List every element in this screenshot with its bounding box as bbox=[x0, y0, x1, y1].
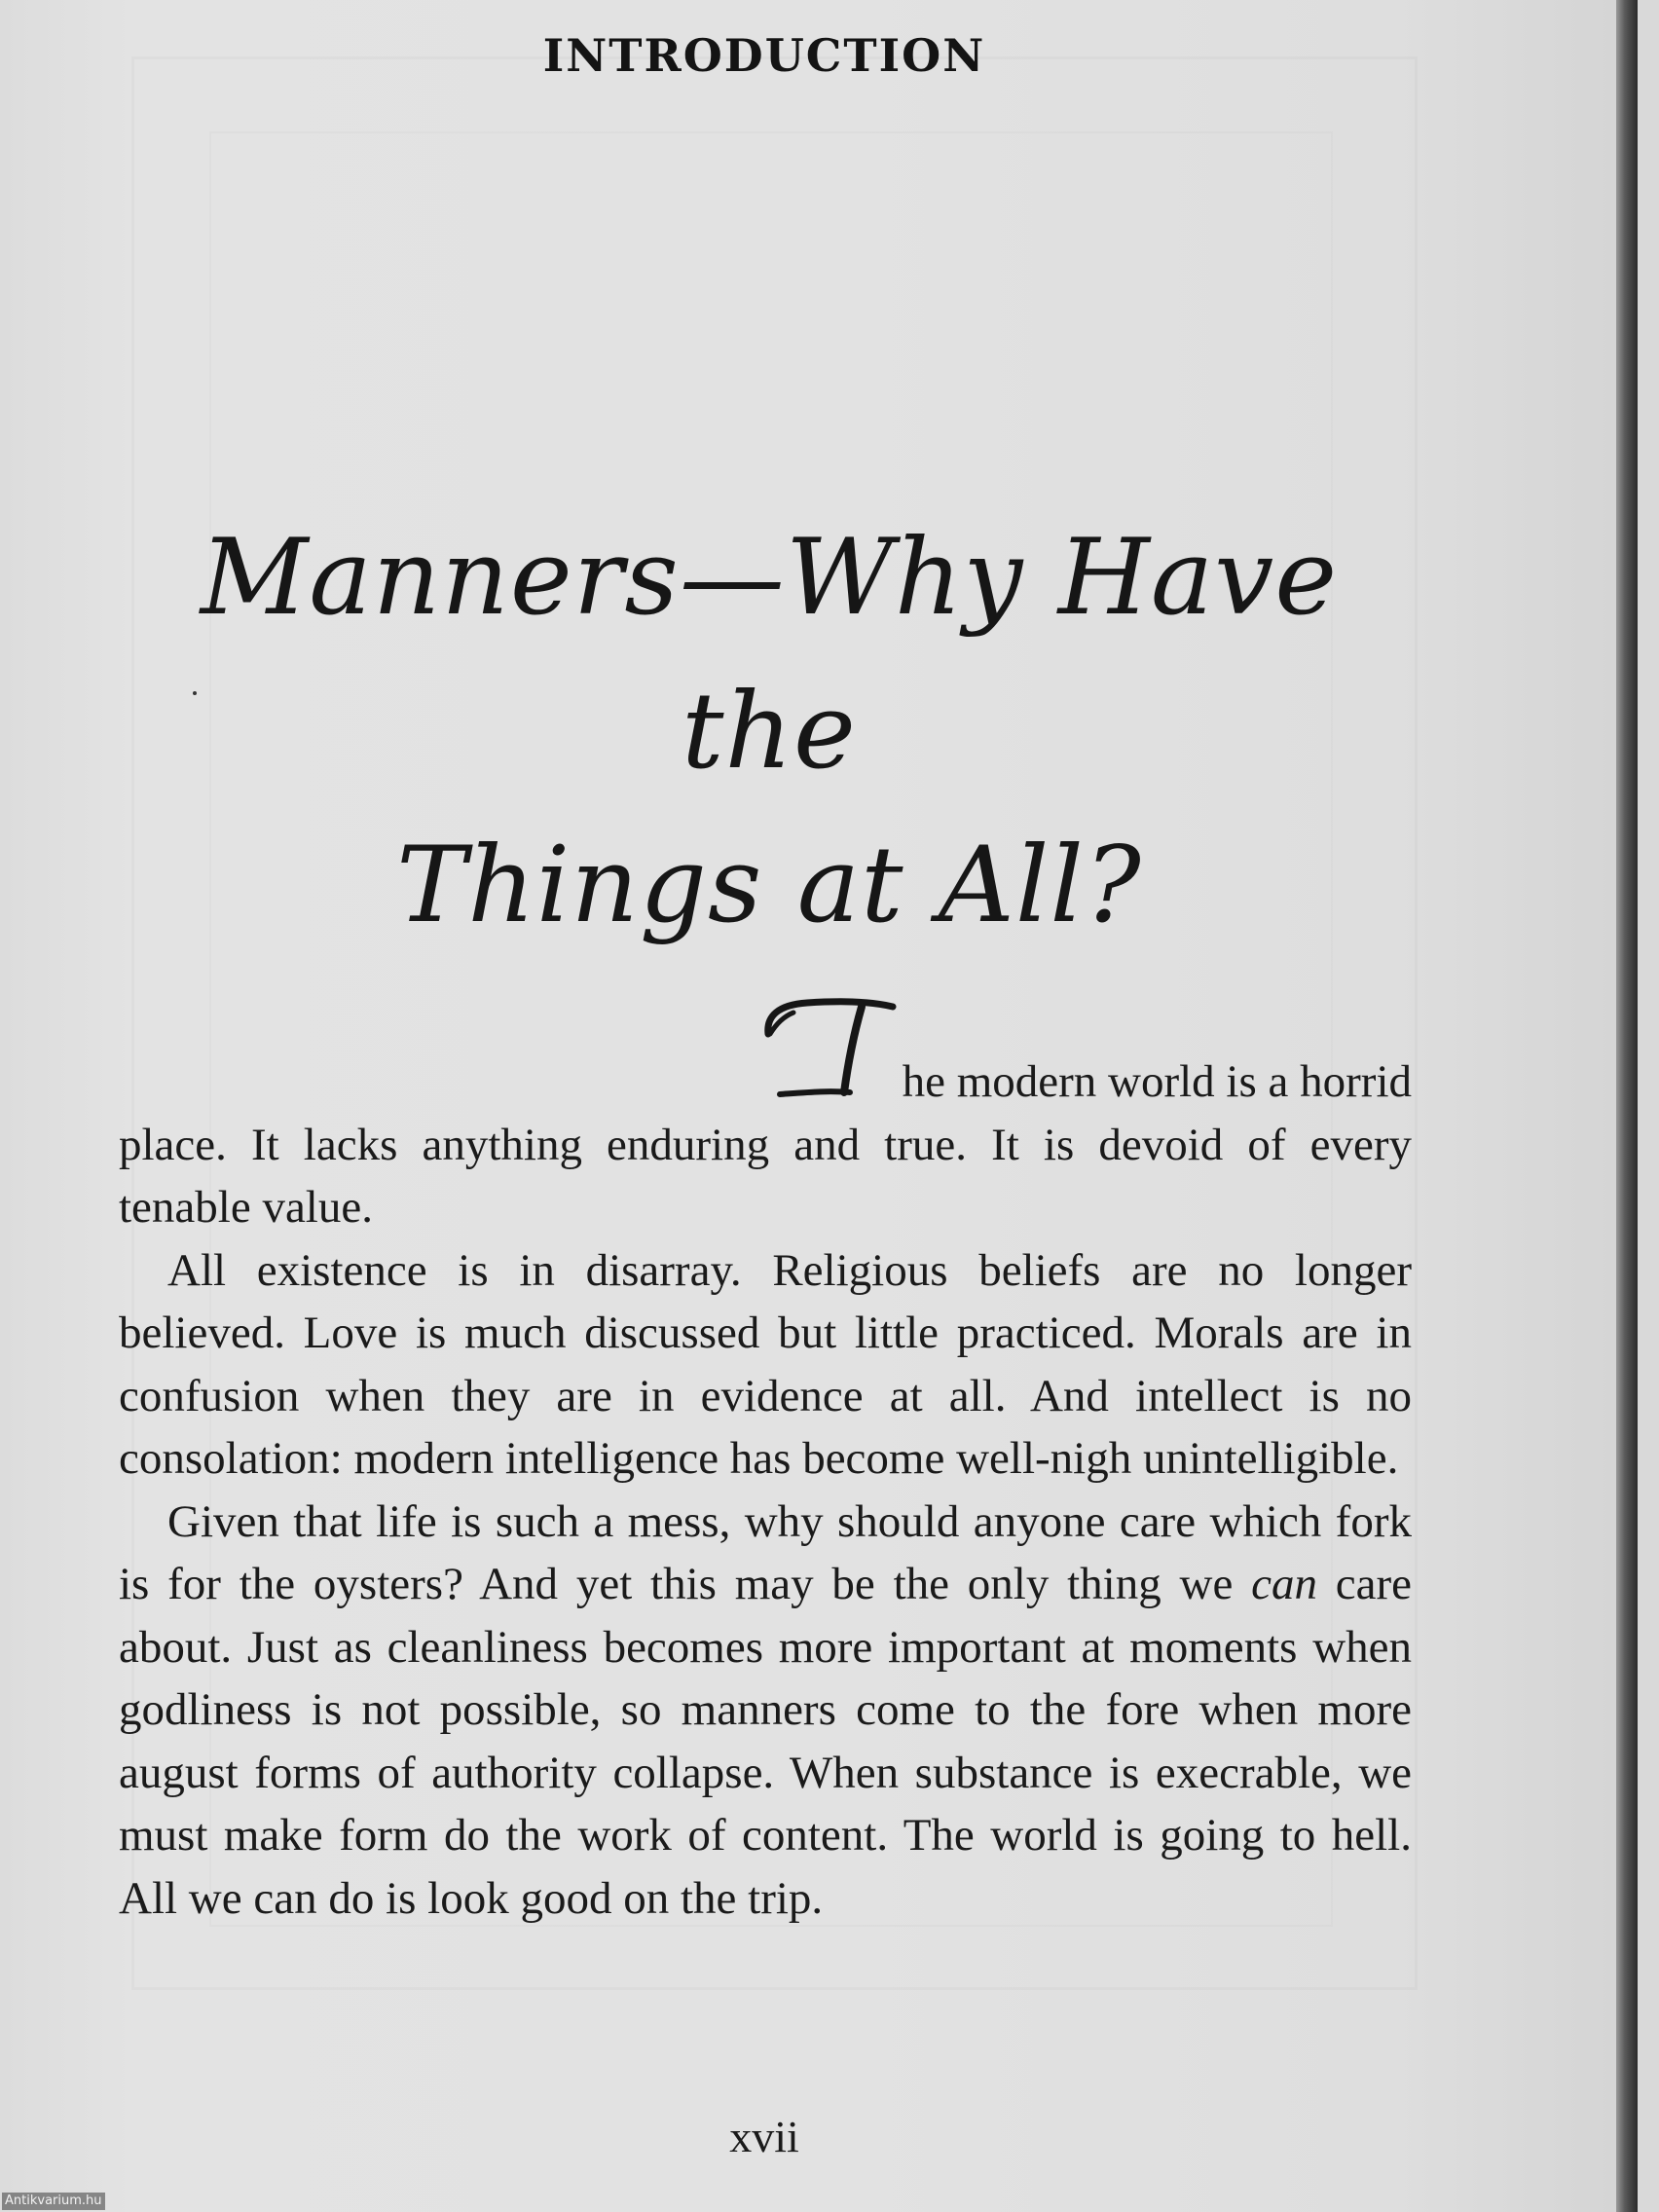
paragraph-2: All existence is in disarray. Religious beliefs are no longer believed. Love is much discussed but little practiced. Morals are in confusion when they are in evidence at all. And intellect is no consolation: modern intelligence has become well-nigh unintelligible. bbox=[119, 1244, 1412, 1484]
chapter-title bbox=[136, 501, 1402, 963]
opening-line-text: he modern world is a horrid bbox=[902, 1056, 1412, 1107]
page-number: xvii bbox=[729, 2112, 799, 2161]
drop-cap-t-icon bbox=[760, 995, 897, 1104]
chapter-title-line-1: Manners—Why Have the bbox=[200, 517, 1339, 793]
paragraph-3-end: care about. Just as cleanliness becomes more important at moments when godliness is not possible, so manners come to the fore when more august forms of authority collapse. When substance is execrable, we must make form do the work of content. The world is going to hell. All we can do is look good on the trip. bbox=[119, 1559, 1413, 1924]
watermark: Antikvarium.hu bbox=[2, 2193, 105, 2210]
chapter-title-line-2: Things at All? bbox=[396, 825, 1142, 946]
paragraph-1 bbox=[119, 954, 1412, 1239]
binding-edge bbox=[1616, 0, 1638, 2212]
paragraph-3-start: Given that life is such a mess, why should anyone care which fork is for the oysters? And yet this may be the only thing we bbox=[119, 1495, 1412, 1609]
ink-speck bbox=[193, 691, 197, 695]
running-head: INTRODUCTION bbox=[542, 29, 986, 82]
body-text bbox=[119, 954, 1412, 1930]
opening-line bbox=[119, 954, 1412, 1114]
paragraph-1-rest: place. It lacks anything enduring and true. It is devoid of every tenable value. bbox=[119, 1119, 1412, 1233]
emphasis-can: can bbox=[1251, 1559, 1317, 1609]
paragraph-3 bbox=[119, 1491, 1412, 1931]
